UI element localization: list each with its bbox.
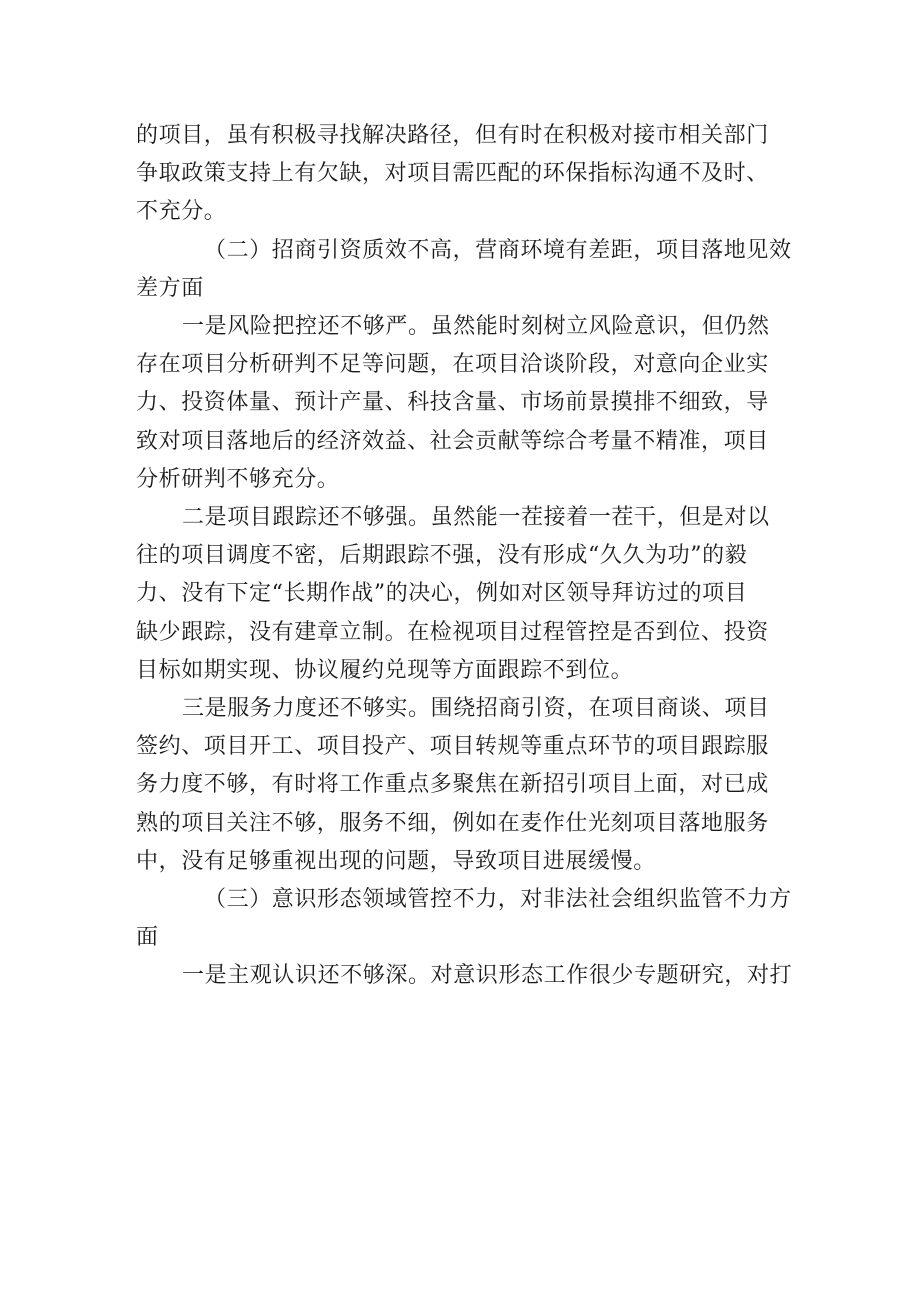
section-heading-2 [136,232,792,308]
text-line: 力、投资体量、预计产量、科技含量、市场前景摸排不细致，导 [136,390,769,416]
paragraph-project-tracking [136,499,792,690]
text-line: 目标如期实现、协议履约兑现等方面跟踪不到位。 [136,657,634,683]
document-body [136,117,792,996]
heading-line: 面 [136,925,159,951]
text-line: 的项目，虽有积极寻找解决路径，但有时在积极对接市相关部门 [136,123,769,148]
text-line: 存在项目分析研判不足等问题，在项目洽谈阶段，对意向企业实 [136,352,769,378]
text-line: 不充分。 [136,199,227,225]
text-line: 致对项目落地后的经济效益、社会贡献等综合考量不精准，项目 [136,428,769,454]
heading-line: （二）招商引资质效不高，营商环境有差距，项目落地见效 [204,237,792,263]
text-line: 签约、项目开工、项目投产、项目转规等重点环节的项目跟踪服 [136,734,769,760]
text-line: 力、没有下定“长期作战”的决心，例如对区领导拜访过的项目 [136,581,748,607]
heading-line: 差方面 [136,275,204,301]
text-line: 缺少跟踪，没有建章立制。在检视项目过程管控是否到位、投资 [136,619,769,645]
text-line: 中，没有足够重视出现的问题，导致项目进展缓慢。 [136,848,656,874]
paragraph-subjective-awareness [136,957,792,995]
paragraph-service-strength [136,690,792,881]
text-line: 务力度不够，有时将工作重点多聚焦在新招引项目上面，对已成 [136,772,769,798]
paragraph-risk-control [136,308,792,499]
text-line: 分析研判不够充分。 [136,466,340,492]
text-line: 往的项目调度不密，后期跟踪不强，没有形成“久久为功”的毅 [136,543,748,569]
text-line: 三是服务力度还不够实。围绕招商引资，在项目商谈、项目 [182,696,770,722]
text-line: 一是风险把控还不够严。虽然能时刻树立风险意识，但仍然 [182,314,770,340]
section-heading-3 [136,881,792,957]
heading-line: （三）意识形态领域管控不力，对非法社会组织监管不力方 [204,887,792,913]
text-line: 一是主观认识还不够深。对意识形态工作很少专题研究，对打 [182,963,793,989]
paragraph-continuation [136,117,792,232]
text-line: 二是项目跟踪还不够强。虽然能一茬接着一茬干，但是对以 [182,505,770,531]
text-line: 熟的项目关注不够，服务不细，例如在麦作仕光刻项目落地服务 [136,810,769,836]
text-line: 争取政策支持上有欠缺，对项目需匹配的环保指标沟通不及时、 [136,161,769,187]
